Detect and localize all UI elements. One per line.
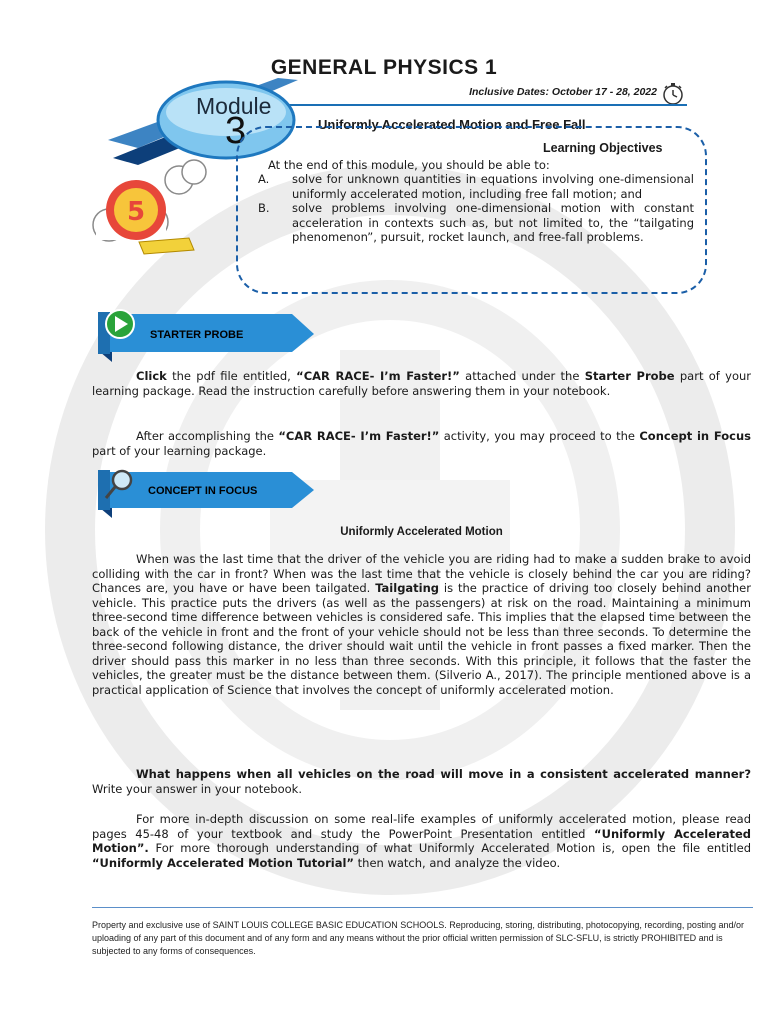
concept-in-focus-banner bbox=[92, 462, 322, 522]
starter-paragraph-2 bbox=[92, 429, 751, 458]
module-label: Module bbox=[196, 93, 272, 119]
concept-paragraph-3 bbox=[92, 812, 751, 870]
tutorial-title: “Uniformly Accelerated Motion Tutorial” bbox=[92, 855, 354, 870]
header-rule bbox=[232, 104, 687, 106]
text-run: Write your answer in your notebook. bbox=[92, 781, 302, 796]
text-run: attached under the bbox=[459, 369, 585, 383]
term-tailgating: Tailgating bbox=[375, 581, 440, 595]
file-name: “CAR RACE- I’m Faster!” bbox=[278, 429, 440, 443]
text-run: After accomplishing the bbox=[136, 429, 279, 443]
starter-probe-banner bbox=[92, 304, 322, 364]
section-heading: Uniformly Accelerated Motion bbox=[340, 526, 503, 538]
text-run: activity, you may proceed to the bbox=[439, 429, 640, 443]
tape-digit: 5 bbox=[126, 197, 146, 227]
objective-text: solve problems involving one-dimensional motion with constant acceleration in contexts such as, but not limited to, the “tailgating phenomenon”, pursuit, rocket launch, and free-fall problems. bbox=[292, 201, 694, 244]
text-run: is the practice of driving too closely behind another vehicle. This practice puts the drivers (as well as the passengers) at risk on the road. Maintaining a minimum three-second time difference between vehicles is considered safe. This implies that the elapsed time between the back of the vehicle in front and the front of your vehicle should not be less than three seconds. To determine the three-second following distance, the driver should wait until the vehicle in front passes a fixed marker. Then the driver should pass this marker in no less than three seconds. With this principle, it follows that the faster the vehicles, the greater must be the distance between them. (Silverio A., 2017). The principle mentioned above is a practical application of Science that involves the concept of uniformly accelerated motion. bbox=[92, 581, 751, 697]
objective-letter: B. bbox=[258, 201, 270, 215]
click-word: Click bbox=[136, 369, 167, 383]
module-number: 3 bbox=[225, 110, 247, 152]
guide-question: What happens when all vehicles on the road will move in a consistent accelerated manner? bbox=[136, 767, 751, 781]
text-run: part of your learning package. Read the instruction carefully before answering them in your notebook. bbox=[92, 369, 752, 398]
footer-rule bbox=[92, 907, 753, 908]
text-run: the pdf file entitled, bbox=[166, 369, 297, 383]
concept-paragraph-1 bbox=[92, 552, 751, 697]
concept-paragraph-2 bbox=[92, 767, 751, 796]
module-subtitle: Uniformly Accelerated Motion and Free Fall bbox=[318, 117, 586, 132]
clock-icon bbox=[661, 82, 685, 106]
part-name: Starter Probe bbox=[584, 369, 675, 383]
text-run: part of your learning package. bbox=[92, 443, 267, 458]
part-name: Concept in Focus bbox=[639, 429, 751, 443]
measuring-tape-icon bbox=[84, 150, 214, 265]
objectives-intro: At the end of this module, you should be able to: bbox=[268, 158, 550, 172]
inclusive-dates: Inclusive Dates: October 17 - 28, 2022 bbox=[469, 86, 657, 98]
text-run: then watch, and analyze the video. bbox=[353, 855, 561, 870]
objective-letter: A. bbox=[258, 172, 270, 186]
starter-probe-label: STARTER PROBE bbox=[150, 329, 244, 341]
file-name: “CAR RACE- I’m Faster!” bbox=[296, 369, 460, 383]
text-run: For more in-depth discussion on some real-life examples of uniformly accelerated motion, please read pages 45-48 of your textbook and study the PowerPoint Presentation entitled bbox=[92, 812, 751, 841]
learning-objectives-title: Learning Objectives bbox=[543, 141, 663, 155]
text-run: For more thorough understanding of what Uniformly Accelerated Motion is, open the file entitled bbox=[148, 841, 751, 855]
page-title: GENERAL PHYSICS 1 bbox=[270, 56, 498, 79]
starter-paragraph-1 bbox=[92, 369, 751, 398]
powerpoint-title: “Uniformly Accelerated Motion”. bbox=[92, 826, 752, 855]
objective-item bbox=[258, 201, 694, 245]
objectives-list bbox=[258, 172, 694, 245]
objective-text: solve for unknown quantities in equations involving one-dimensional uniformly accelerated motion, including free fall motion; and bbox=[292, 172, 694, 201]
copyright-footer: Property and exclusive use of SAINT LOUIS COLLEGE BASIC EDUCATION SCHOOLS. Reproducing, storing, distributing, photocopying, recording, posting and/or uploading of any part of this document and of any form and any means without the prior official written permission of SLC-SFLU, is strictly PROHIBITED and is subjected to any forms of consequences. bbox=[92, 920, 744, 956]
text-run: When was the last time that the driver of the vehicle you are riding had to make a sudden brake to avoid colliding with the car in front? When was the last time that the vehicle is closely behind the car you are riding? Chances are, you have or have been tailgated. bbox=[92, 552, 751, 595]
concept-in-focus-label: CONCEPT IN FOCUS bbox=[148, 485, 258, 497]
objective-item bbox=[258, 172, 694, 201]
